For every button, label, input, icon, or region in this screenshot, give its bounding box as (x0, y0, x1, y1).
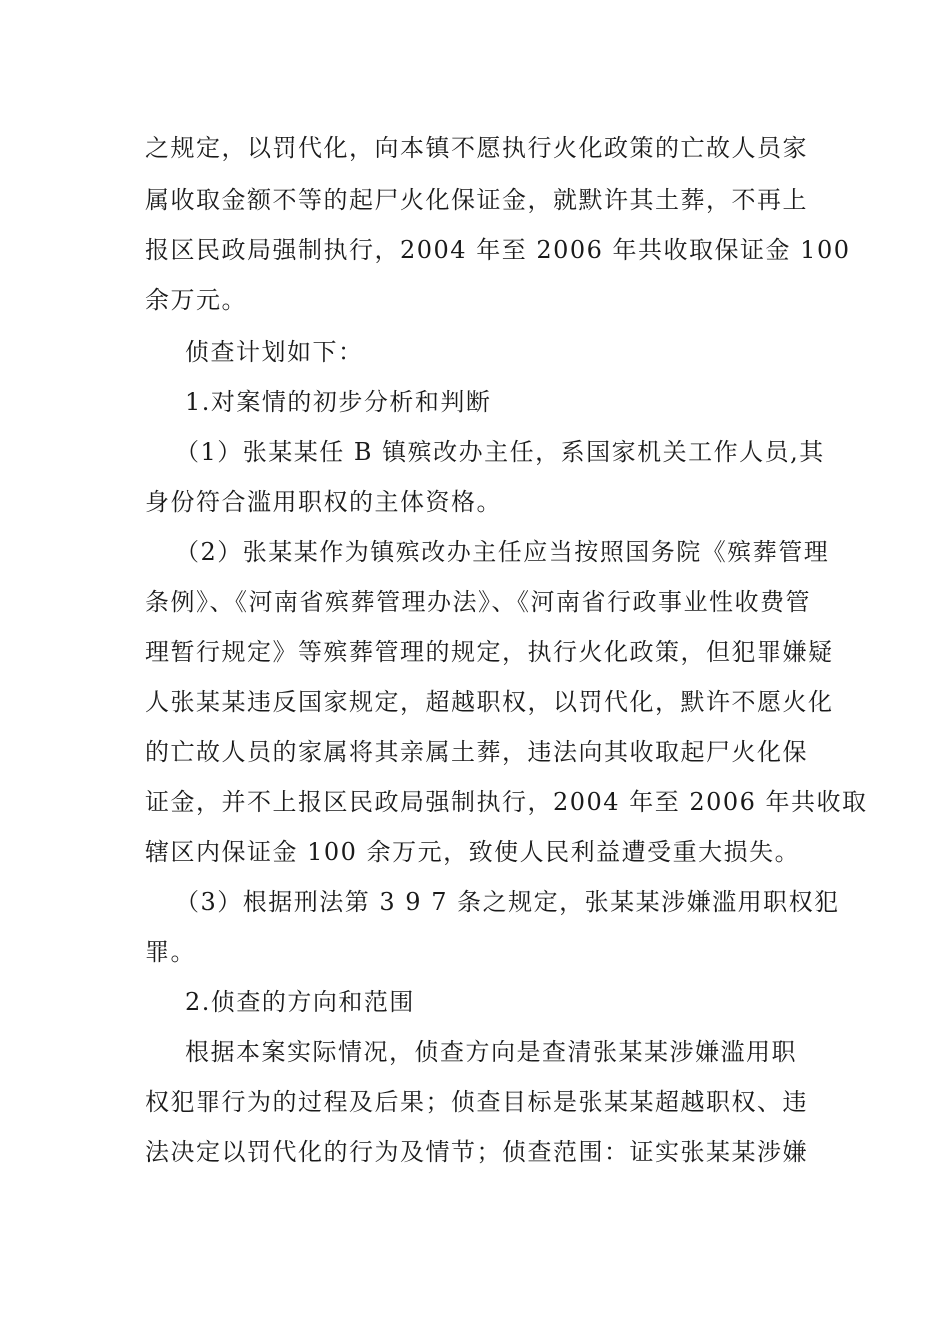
text-line: 人张某某违反国家规定，超越职权，以罚代化，默许不愿火化 (145, 688, 834, 716)
text-line: 属收取金额不等的起尸火化保证金，就默许其土葬，不再上 (145, 186, 808, 214)
text-line: （3）根据刑法第 3 9 7 条之规定，张某某涉嫌滥用职权犯 (175, 888, 840, 916)
text-line: 根据本案实际情况，侦查方向是查清张某某涉嫌滥用职 (185, 1038, 797, 1066)
text-line: 条例》、《河南省殡葬管理办法》、《河南省行政事业性收费管 (145, 588, 811, 616)
text-line: （1）张某某任 B 镇殡改办主任，系国家机关工作人员,其 (175, 438, 825, 466)
section-heading: 1.对案情的初步分析和判断 (185, 388, 492, 416)
text-line: 身份符合滥用职权的主体资格。 (145, 488, 502, 516)
section-heading: 2.侦查的方向和范围 (185, 988, 415, 1016)
text-line: 法决定以罚代化的行为及情节；侦查范围：证实张某某涉嫌 (145, 1138, 808, 1166)
text-line: 证金，并不上报区民政局强制执行，2004 年至 2006 年共收取 (145, 788, 868, 816)
text-line: （2）张某某作为镇殡改办主任应当按照国务院《殡葬管理 (175, 538, 830, 566)
text-line: 权犯罪行为的过程及后果；侦查目标是张某某超越职权、违 (145, 1088, 808, 1116)
text-line: 辖区内保证金 100 余万元，致使人民利益遭受重大损失。 (145, 838, 801, 866)
text-line: 报区民政局强制执行，2004 年至 2006 年共收取保证金 100 (145, 236, 851, 264)
text-line: 理暂行规定》等殡葬管理的规定，执行火化政策，但犯罪嫌疑 (145, 638, 834, 666)
text-line: 余万元。 (145, 286, 247, 314)
text-line: 之规定，以罚代化，向本镇不愿执行火化政策的亡故人员家 (145, 134, 808, 162)
text-line: 侦查计划如下： (185, 338, 364, 366)
text-line: 罪。 (145, 938, 196, 966)
text-line: 的亡故人员的家属将其亲属土葬，违法向其收取起尸火化保 (145, 738, 808, 766)
